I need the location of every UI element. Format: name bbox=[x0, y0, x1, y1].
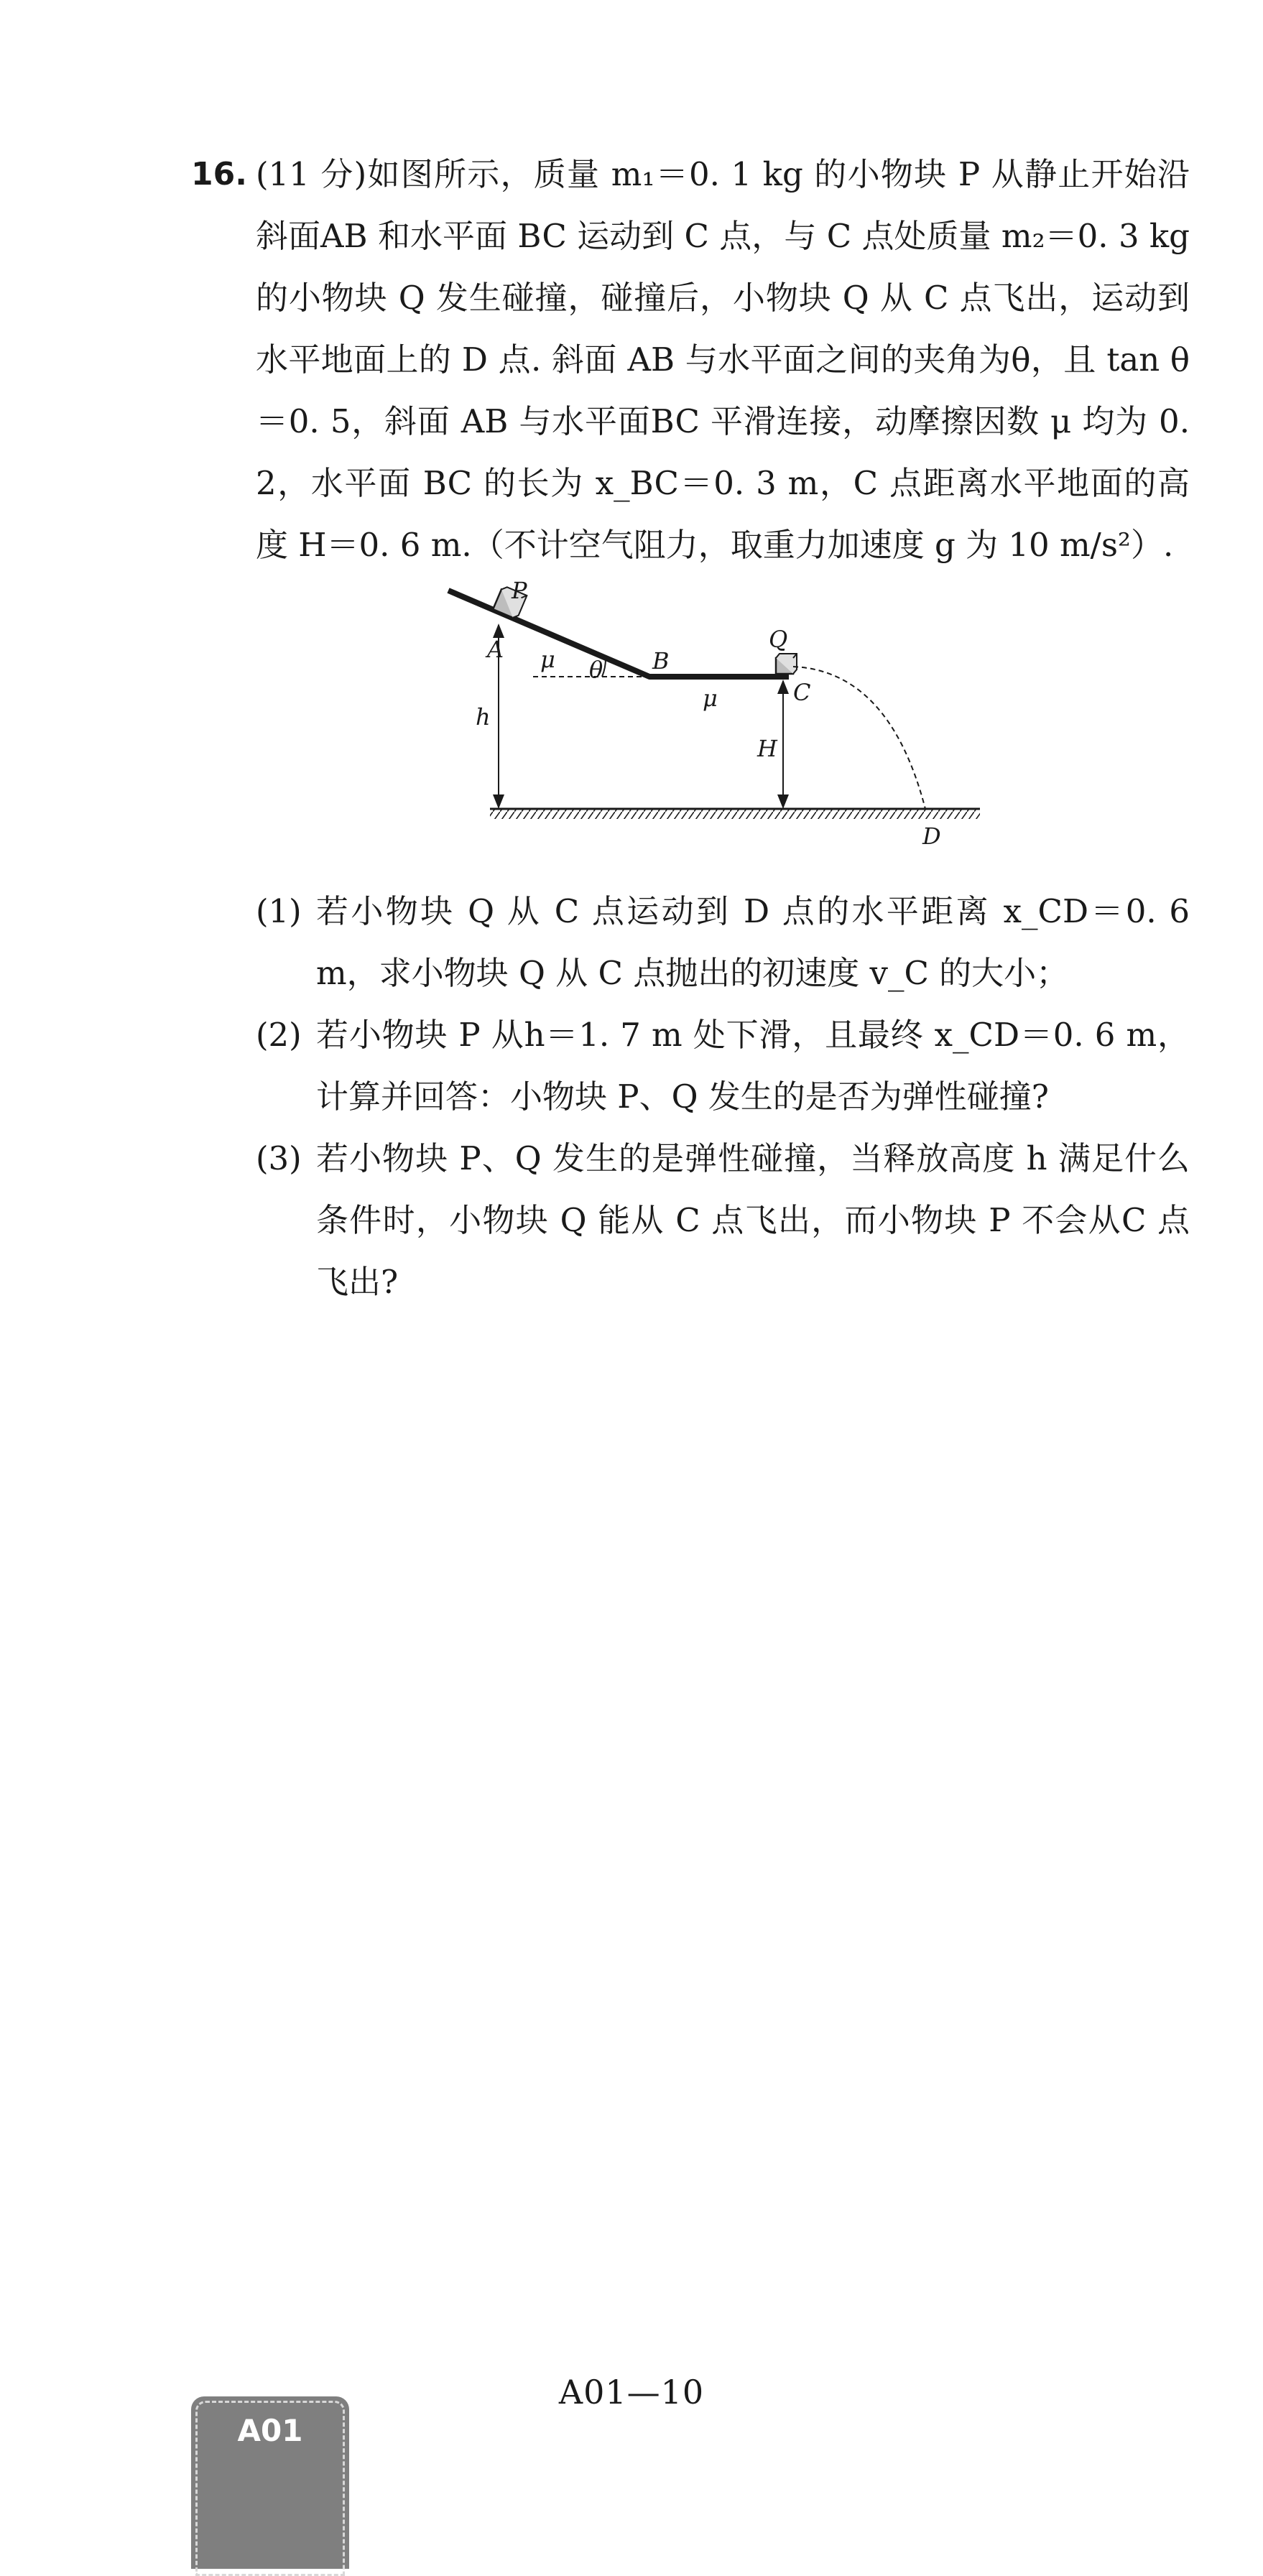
subquestion-list bbox=[191, 881, 1190, 1313]
subquestion-text: 若小物块 P 从h＝1. 7 m 处下滑，且最终 x_CD＝0. 6 m，计算并回答：小物块 P、Q 发生的是否为弹性碰撞? bbox=[316, 1016, 1190, 1116]
label-big-h: H bbox=[757, 735, 777, 762]
trajectory-curve bbox=[793, 667, 925, 809]
subquestion-number: (1) bbox=[256, 892, 302, 930]
label-d: D bbox=[922, 823, 941, 850]
label-a: A bbox=[487, 636, 504, 663]
subquestion-number: (3) bbox=[256, 1139, 302, 1177]
subquestion bbox=[191, 1004, 1190, 1128]
label-mu-flat: μ bbox=[703, 685, 718, 712]
label-mu-slope: μ bbox=[540, 646, 555, 673]
question-stem: (11 分)如图所示，质量 m₁＝0. 1 kg 的小物块 P 从静止开始沿斜面AB 和水平面 BC 运动到 C 点，与 C 点处质量 m₂＝0. 3 kg 的小物块 Q 发生碰撞，碰撞后，小物块 Q 从 C 点飞出，运动到水平地面上的 D 点. 斜面 AB 与水平面之间的夹角为θ，且 tan θ＝0. 5，斜面 AB 与水平面BC 平滑连接，动摩擦因数 μ 均为 0. 2，水平面 BC 的长为 x_BC＝0. 3 m，C 点距离水平地面的高度 H＝0. 6 m.（不计空气阻力，取重力加速度 g 为 10 m/s²）. bbox=[256, 155, 1190, 564]
block-q bbox=[776, 654, 797, 674]
tab-label: A01 bbox=[237, 2413, 303, 2448]
ground-hatch bbox=[490, 809, 980, 819]
subquestion-text: 若小物块 Q 从 C 点运动到 D 点的水平距离 x_CD＝0. 6 m，求小物块 Q 从 C 点抛出的初速度 v_C 的大小； bbox=[316, 892, 1190, 992]
subquestion bbox=[191, 1128, 1190, 1313]
question-stem-block bbox=[191, 144, 1190, 576]
label-c: C bbox=[793, 679, 811, 706]
label-theta: θ bbox=[589, 656, 603, 683]
question-16 bbox=[191, 144, 1190, 1313]
label-q: Q bbox=[769, 626, 788, 653]
incline-diagram bbox=[435, 577, 1010, 875]
subquestion bbox=[191, 881, 1190, 1004]
subquestion-text: 若小物块 P、Q 发生的是弹性碰撞，当释放高度 h 满足什么条件时，小物块 Q 能从 C 点飞出，而小物块 P 不会从C 点飞出? bbox=[316, 1139, 1190, 1301]
label-p: P bbox=[512, 577, 527, 604]
label-b: B bbox=[652, 647, 670, 675]
question-number: 16. bbox=[191, 156, 247, 193]
page-number: A01—10 bbox=[558, 2373, 705, 2411]
subquestion-number: (2) bbox=[256, 1016, 302, 1054]
section-tab bbox=[191, 2396, 349, 2569]
label-h: h bbox=[476, 703, 491, 731]
